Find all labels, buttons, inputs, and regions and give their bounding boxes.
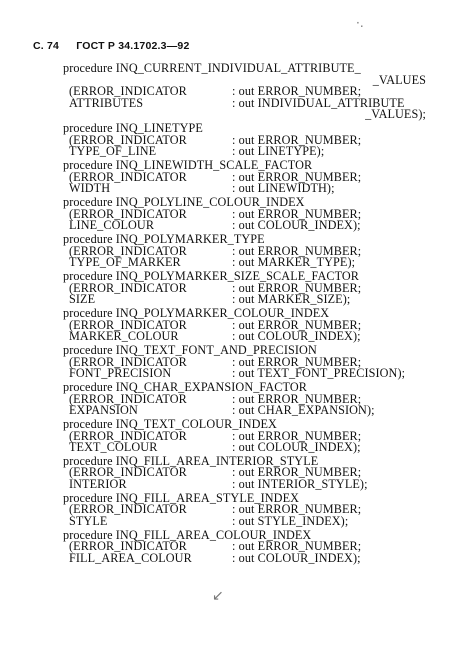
parameter-type: : out COLOUR_INDEX);: [232, 440, 361, 455]
parameter-row: [63, 442, 433, 454]
parameter-name: (ERROR_INDICATOR: [69, 206, 187, 221]
parameter-type: : out ERROR_NUMBER;: [232, 243, 362, 258]
parameter-name: (ERROR_INDICATOR: [69, 539, 187, 554]
parameter-name: (ERROR_INDICATOR: [69, 317, 187, 332]
procedure-name: procedure INQ_TEXT_FONT_AND_PRECISION: [63, 342, 317, 357]
procedure-name: procedure INQ_LINETYPE: [63, 121, 203, 136]
standard-number: ГОСТ Р 34.1702.3—92: [76, 40, 190, 52]
procedure-name: procedure INQ_FILL_AREA_COLOUR_INDEX: [63, 527, 312, 542]
procedure-name: procedure INQ_FILL_AREA_STYLE_INDEX: [63, 490, 300, 505]
parameter-name: (ERROR_INDICATOR: [69, 465, 187, 480]
procedure-name: procedure INQ_POLYMARKER_SIZE_SCALE_FACTOR: [63, 269, 360, 284]
parameter-row: [63, 183, 433, 195]
parameter-row: [63, 146, 433, 158]
parameter-name: (ERROR_INDICATOR: [69, 502, 187, 517]
procedure-block: [63, 160, 433, 195]
parameter-row: [63, 516, 433, 528]
parameter-name: (ERROR_INDICATOR: [69, 280, 187, 295]
procedure-block: [63, 308, 433, 343]
procedure-name: procedure INQ_CURRENT_INDIVIDUAL_ATTRIBUTE_: [63, 61, 361, 75]
parameter-name: FILL_AREA_COLOUR: [69, 551, 192, 565]
parameter-type: : out COLOUR_INDEX);: [232, 551, 361, 565]
parameter-type: : out ERROR_NUMBER;: [232, 280, 362, 295]
parameter-type: : out LINEWIDTH);: [232, 181, 335, 196]
parameter-type: : out ERROR_NUMBER;: [232, 465, 362, 480]
parameter-row: [63, 257, 433, 269]
procedure-listing: [63, 63, 433, 567]
parameter-name: (ERROR_INDICATOR: [69, 354, 187, 369]
parameter-name: (ERROR_INDICATOR: [69, 132, 187, 147]
parameter-type: : out CHAR_EXPANSION);: [232, 403, 375, 418]
parameter-name: MARKER_COLOUR: [69, 329, 179, 344]
parameter-name: (ERROR_INDICATOR: [69, 243, 187, 258]
parameter-name: (ERROR_INDICATOR: [69, 84, 187, 99]
parameter-row: [63, 294, 433, 306]
parameter-type: : out ERROR_NUMBER;: [232, 539, 362, 554]
procedure-name: procedure INQ_FILL_AREA_INTERIOR_STYLE: [63, 453, 319, 468]
parameter-type: : out LINETYPE);: [232, 144, 325, 159]
parameter-row: [63, 479, 433, 491]
procedure-block: [63, 379, 433, 418]
procedure-block: [63, 342, 433, 381]
procedure-name-continuation: _VALUES: [372, 72, 426, 87]
procedure-block: [63, 123, 433, 158]
procedure-block: [63, 453, 433, 492]
parameter-name: SIZE: [69, 292, 96, 307]
parameter-name: INTERIOR: [69, 477, 127, 492]
procedure-block: [63, 271, 433, 306]
procedure-block: [63, 63, 433, 121]
parameter-type: : out ERROR_NUMBER;: [232, 317, 362, 332]
procedure-name: procedure INQ_POLYLINE_COLOUR_INDEX: [63, 195, 305, 210]
parameter-name: WIDTH: [69, 181, 111, 196]
parameter-type: : out ERROR_NUMBER;: [232, 502, 362, 517]
parameter-type: : out COLOUR_INDEX);: [232, 329, 361, 344]
scan-mark: ↙: [212, 588, 224, 604]
parameter-type: : out ERROR_NUMBER;: [232, 206, 362, 221]
procedure-block: [63, 197, 433, 232]
parameter-name: TYPE_OF_LINE: [69, 144, 157, 159]
parameter-name: FONT_PRECISION: [69, 366, 172, 381]
parameter-name: STYLE: [69, 514, 108, 529]
parameter-name: ATTRIBUTES: [69, 95, 144, 110]
parameter-row: [63, 405, 433, 417]
procedure-name: procedure INQ_LINEWIDTH_SCALE_FACTOR: [63, 158, 313, 173]
parameter-name: LINE_COLOUR: [69, 218, 155, 233]
parameter-name: (ERROR_INDICATOR: [69, 169, 187, 184]
parameter-row: [63, 368, 433, 380]
parameter-type: : out TEXT_FONT_PRECISION);: [232, 366, 406, 381]
parameter-type: : out COLOUR_INDEX);: [232, 218, 361, 233]
parameter-row: [63, 553, 433, 565]
parameter-name: (ERROR_INDICATOR: [69, 391, 187, 406]
procedure-name: procedure INQ_CHAR_EXPANSION_FACTOR: [63, 379, 307, 394]
parameter-type: : out ERROR_NUMBER;: [232, 132, 362, 147]
procedure-block: [63, 234, 433, 269]
parameter-name: EXPANSION: [69, 403, 138, 418]
parameter-type: : out MARKER_TYPE);: [232, 255, 356, 270]
procedure-name: procedure INQ_POLYMARKER_TYPE: [63, 232, 265, 247]
parameter-type: : out STYLE_INDEX);: [232, 514, 349, 529]
parameter-type: : out ERROR_NUMBER;: [232, 391, 362, 406]
parameter-name: TEXT_COLOUR: [69, 440, 158, 455]
procedure-block: [63, 416, 433, 455]
procedure-name: procedure INQ_POLYMARKER_COLOUR_INDEX: [63, 306, 330, 320]
parameter-type: : out MARKER_SIZE);: [232, 292, 351, 307]
parameter-row: [63, 331, 433, 343]
page-header: [33, 40, 189, 52]
procedure-block: [63, 527, 433, 565]
parameter-type: : out ERROR_NUMBER;: [232, 354, 362, 369]
parameter-name: TYPE_OF_MARKER: [69, 255, 181, 270]
parameter-type-continuation: _VALUES);: [365, 107, 426, 122]
scan-speck: ·.: [356, 16, 364, 30]
page-number: С. 74: [33, 40, 60, 52]
parameter-type: : out ERROR_NUMBER;: [232, 84, 362, 99]
parameter-row: [63, 220, 433, 232]
parameter-name: (ERROR_INDICATOR: [69, 428, 187, 443]
procedure-block: [63, 490, 433, 529]
parameter-type: : out ERROR_NUMBER;: [232, 169, 362, 184]
parameter-type: : out INDIVIDUAL_ATTRIBUTE: [232, 95, 405, 110]
parameter-type: : out ERROR_NUMBER;: [232, 428, 362, 443]
procedure-name: procedure INQ_TEXT_COLOUR_INDEX: [63, 416, 277, 431]
parameter-type: : out INTERIOR_STYLE);: [232, 477, 368, 492]
